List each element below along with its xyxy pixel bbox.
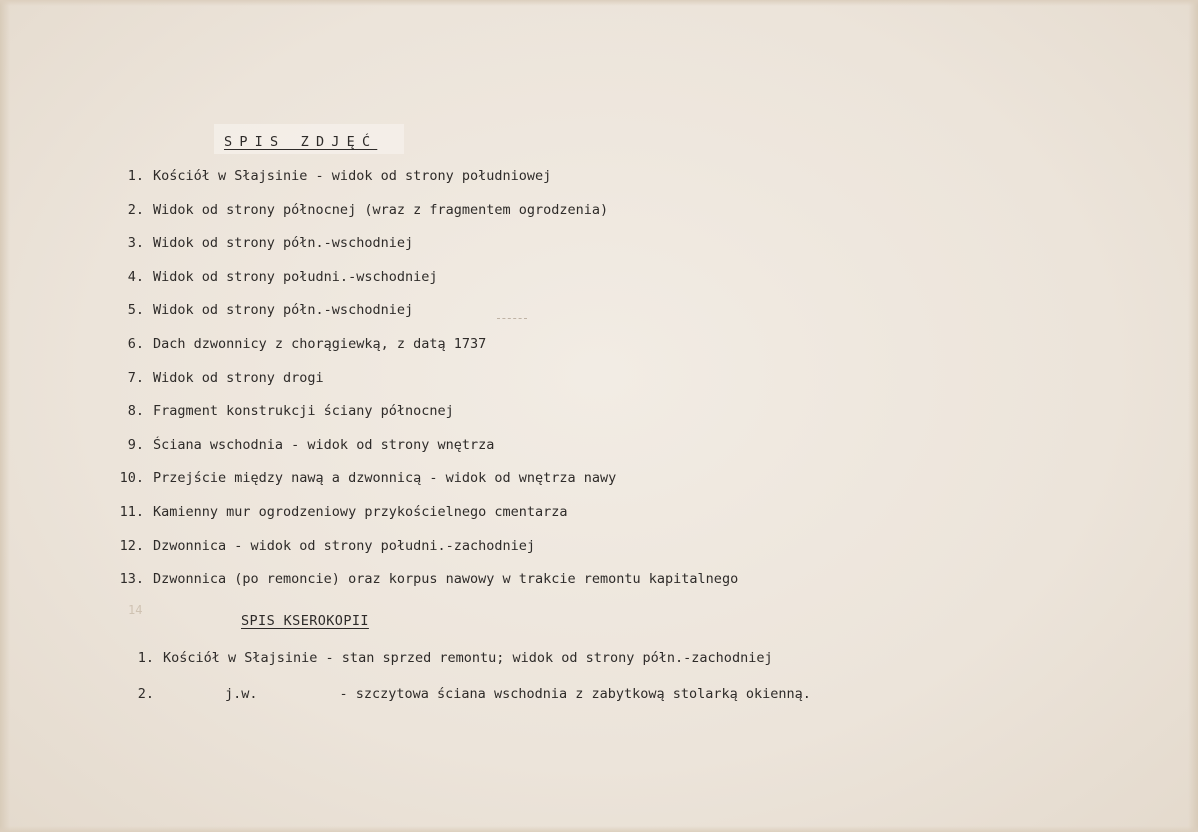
photo-item-text: Kościół w Słajsinie - widok od strony południowej — [153, 168, 552, 184]
photo-item — [104, 370, 324, 386]
photo-item — [104, 470, 616, 486]
photo-item-number: 3. — [127, 235, 144, 252]
copy-item-ref: j.w. — [225, 686, 258, 702]
photo-item-number: 6. — [127, 336, 144, 352]
photo-item-number: 10. — [119, 470, 144, 487]
photo-item-number: 4. — [127, 268, 144, 285]
copy-item-text: - szczytowa ściana wschodnia z zabytkową stolarką okienną. — [339, 686, 811, 702]
photo-item-text: Widok od strony północnej (wraz z fragmentem ogrodzenia) — [153, 201, 609, 218]
photo-item-text: Widok od strony drogi — [153, 369, 324, 386]
photo-item-number: 12. — [119, 537, 144, 554]
photo-item — [104, 202, 608, 218]
copy-item-number: 1. — [137, 650, 154, 666]
photo-item — [104, 437, 494, 453]
photo-item-number: 1. — [127, 168, 144, 184]
copy-item-number: 2. — [137, 686, 154, 702]
page-edge-bottom — [0, 826, 1198, 832]
photo-item — [104, 571, 738, 587]
photo-item-number: 2. — [127, 201, 144, 218]
photo-item-text: Kamienny mur ogrodzeniowy przykościelnego cmentarza — [153, 504, 568, 520]
pencil-mark — [497, 318, 527, 319]
page-edge-right — [1188, 0, 1198, 832]
photo-item-text: Widok od strony półn.-wschodniej — [153, 235, 414, 252]
photo-item-text: Dzwonnica (po remoncie) oraz korpus nawowy w trakcie remontu kapitalnego — [153, 571, 739, 588]
photo-item-text: Dzwonnica - widok od strony południ.-zachodniej — [153, 537, 536, 554]
photos-heading: SPIS ZDJĘĆ — [224, 134, 378, 150]
photo-item — [104, 538, 535, 554]
copies-heading: SPIS KSEROKOPII — [241, 613, 369, 629]
photo-item-text: Widok od strony południ.-wschodniej — [153, 268, 438, 285]
photo-item — [104, 269, 437, 285]
photo-item-text: Ściana wschodnia - widok od strony wnętrza — [153, 436, 495, 453]
copy-item — [114, 686, 811, 702]
photo-item-number: 5. — [127, 302, 144, 319]
photo-item-text: Dach dzwonnicy z chorągiewką, z datą 1737 — [153, 336, 487, 352]
copy-item-text: Kościół w Słajsinie - stan sprzed remontu; widok od strony półn.-zachodniej — [163, 650, 773, 666]
photo-item — [104, 168, 551, 184]
photo-item-number: 8. — [127, 403, 144, 420]
photo-item — [104, 403, 454, 419]
copy-item — [114, 650, 773, 666]
page-edge-left — [0, 0, 10, 832]
photo-item-number: 9. — [127, 436, 144, 453]
faint-number: 14 — [128, 603, 143, 617]
photo-item-number: 11. — [119, 504, 144, 520]
photo-item-number: 13. — [119, 571, 144, 588]
photo-item-text: Przejście między nawą a dzwonnicą - widok od wnętrza nawy — [153, 470, 617, 487]
photo-item — [104, 235, 413, 251]
photo-item — [104, 504, 568, 520]
photo-item — [104, 302, 413, 318]
photo-item-text: Widok od strony półn.-wschodniej — [153, 302, 414, 319]
page-edge-top — [0, 0, 1198, 6]
photo-item — [104, 336, 486, 352]
photo-item-number: 7. — [127, 369, 144, 386]
photo-item-text: Fragment konstrukcji ściany północnej — [153, 403, 454, 420]
